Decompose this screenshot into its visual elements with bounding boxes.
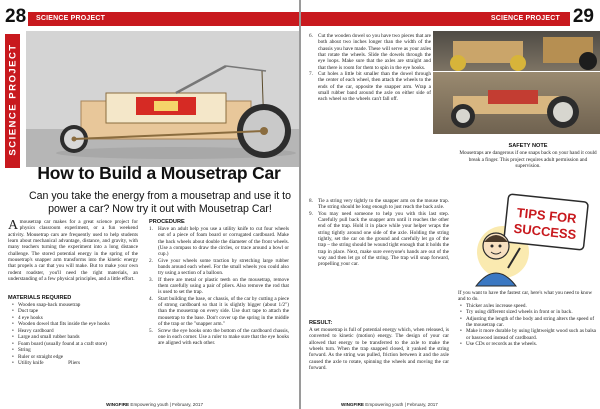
mousetrap-car-illustration [26,31,299,167]
tips-sign-line1: TIPS FOR [516,204,578,227]
result-heading: RESULT: [309,320,333,326]
procedure-step [309,198,449,211]
car-photo-bottom [433,72,600,134]
list-item: • Large and small rubber bands [10,334,140,340]
list-item: • Wooden snap-back mousetrap [10,302,140,308]
procedure-step [309,211,449,268]
footer-brand: WINGFIRE [106,402,130,407]
step-number: 2. [149,257,153,264]
page-footer [106,402,203,407]
step-text: Have an adult help you use a utility knife to cut four wheels out of a piece of foam board or corrugated cardboard. Make the back wheels about double the diameter of the front wheels. (Use a compass to draw the circles, or trace around a bowl or cup.) [158,226,289,258]
page-footer [341,402,438,407]
step-text: Cut the wooden dowel so you have two pieces that are both about two inches longer than the width of the chassis you have made. These will serve as your axles that rotate the wheels. Slide the dowels through the eye loops. Make sure that the axles are straight and that there is room for them to spin in the eye hooks. [318,33,431,71]
tips-list [458,303,596,347]
step-text: Give your wheels some traction by stretching large rubber bands around each wheel. For the small wheels you could also try using a section of a balloon. [158,257,289,277]
car-photo-top [433,31,600,71]
step-number: 9. [309,210,313,217]
procedure-step [149,258,289,277]
step-number: 8. [309,198,313,204]
left-page [0,0,299,409]
intro-paragraph [8,219,138,282]
list-item-text: Pliers [68,360,80,367]
step-text: Tie a string very tightly to the snapper arm on the mouse trap. The string should be long enough to just reach the back axle. [318,198,449,211]
list-item-text: • Utility knife [18,360,44,367]
step-text: Cut holes a little bit smaller than the dowel through the center of each wheel, then attach the wheels to the ends of the car, opposite the snapper arm. Wrap a small rubber band around the axle on either side of each wheel so the wheels can't fall off. [318,71,431,103]
article-deck: Can you take the energy from a mousetrap and use it to power a car? Now try it out with Mousetrap Car! [28,190,292,215]
side-tab-label: SCIENCE PROJECT [7,43,19,156]
result-text: A set mousetrap is full of potential energy which, when released, is converted to kinetic (motion) energy. The design of your car allowed that energy to be transferred to the axle to make the wheels turn. When the trap snapped closed, it yanked the string forward. As the string was pulled, friction between it and the axle caused the axle to rotate, spinning the wheels and moving the car forward. [309,327,449,372]
footer-text: Empowering youth | February, 2017 [130,402,203,407]
materials-heading: MATERIALS REQUIRED [8,295,72,301]
procedure-step [149,277,289,296]
list-item: • Try using different sized wheels in front or in back. [458,309,596,315]
section-header-bar [28,12,299,26]
page-number: 29 [572,6,594,27]
tips-intro: If you want to have the fastest car, here's what you need to know and to do. [458,290,593,303]
step-number: 5. [149,327,153,334]
list-item: • Foam board (usually found at a craft store) [10,341,140,347]
tips-sign-svg [468,190,591,288]
article-title: How to Build a Mousetrap Car [37,163,281,183]
list-item: • Wooden dowel that fits inside the eye hooks [10,321,140,327]
procedure-steps-continued [309,33,431,103]
section-header-label: SCIENCE PROJECT [36,15,106,22]
step-number: 7. [309,71,313,78]
list-item [10,360,140,366]
procedure-heading: PROCEDURE [149,219,185,225]
list-item: • String [10,347,140,353]
materials-list [10,302,140,367]
step-text: Screw the eye hooks onto the bottom of the cardboard chassis, one in each corner. Use a ruler to make sure that the eye hooks are aligned with each other. [158,327,289,347]
list-item: • Thicker axles increase speed. [458,303,596,309]
step-text: You may need someone to help you with this last step. Carefully pull back the snapper arm until it reaches the other end of the trap. Hold it in place while your helper wraps the string tightly around one side of the axle. Holding the string tightly, set the car on the ground and carefully let go of the trap – the string should be wound tight enough that it holds the trap in place. Next, make sure everyone's hands are out of the way and then let go of the string. The trap will snap forward, propelling your car. [318,210,449,268]
step-number: 4. [149,295,153,302]
car-photo-top-illustration [433,31,600,71]
side-tab [5,34,20,168]
page-number: 28 [5,6,27,27]
procedure-steps-final [309,198,449,268]
procedure-step [149,296,289,328]
procedure-steps [149,226,289,347]
safety-text: Mousetraps are dangerous if one snaps back on your hand it could break a finger. This project requires adult permission and supervision. [459,150,597,169]
step-number: 3. [149,276,153,283]
right-page [301,0,600,409]
tips-for-success-illustration [468,190,591,288]
step-text: Start building the base, or chassis, of the car by cutting a piece of strong cardboard so that it is slightly bigger (about 1/2") than the mousetrap on every side. Use duct tape to attach the mousetrap to the base. Don't cover up the spring in the middle of the trap or the "snapper arm." [158,295,289,328]
list-item: • Duct tape [10,308,140,314]
step-text: If there are metal or plastic teeth on the mousetrap, remove them carefully using a pair of pliers. Also remove the rod that is used to set the trap. [158,276,289,296]
step-number: 6. [309,33,313,39]
intro-text: mousetrap car makes for a great science project for physics classroom experiment, or a fun weekend activity. Mousetrap cars are frequently used to help students learn about mechanical advantage, distance, and gravity, with many teachers turning the experiment into a long distance challenge. The stored potential energy in the spring of the mousetrap's snapper arm transforms into the kinetic energy that propels a car that you will make. But to make your own rodent roadster, you'll need the right materials, an understanding of a few physical principles, and a little effort. [8,219,138,283]
procedure-step [309,33,431,71]
step-number: 1. [149,226,153,232]
section-header-label: SCIENCE PROJECT [490,15,560,22]
car-photo-bottom-illustration [433,72,600,134]
list-item: • Make it more durable by using lightweight wood such as balsa or basswood instead of cardboard. [458,328,596,341]
list-item: • Use CDs or records as the wheels. [458,341,596,347]
procedure-step [149,328,289,347]
mousetrap-car-photo [26,31,299,167]
safety-note [458,143,598,169]
drop-cap: A [8,218,19,233]
footer-text: Empowering youth | February, 2017 [365,402,438,407]
list-item: • Adjusting the length of the body and string alters the speed of the mousetrap car. [458,316,596,329]
procedure-step [149,226,289,258]
list-item: • Ruler or straight edge [10,354,140,360]
procedure-step [309,71,431,103]
tips-sign-line2: SUCCESS [512,220,578,243]
safety-heading: SAFETY NOTE [508,143,548,149]
section-header-bar [301,12,570,26]
list-item: • Heavy cardboard [10,328,140,334]
list-item: • 4 eye hooks [10,315,140,321]
footer-brand: WINGFIRE [341,402,364,407]
